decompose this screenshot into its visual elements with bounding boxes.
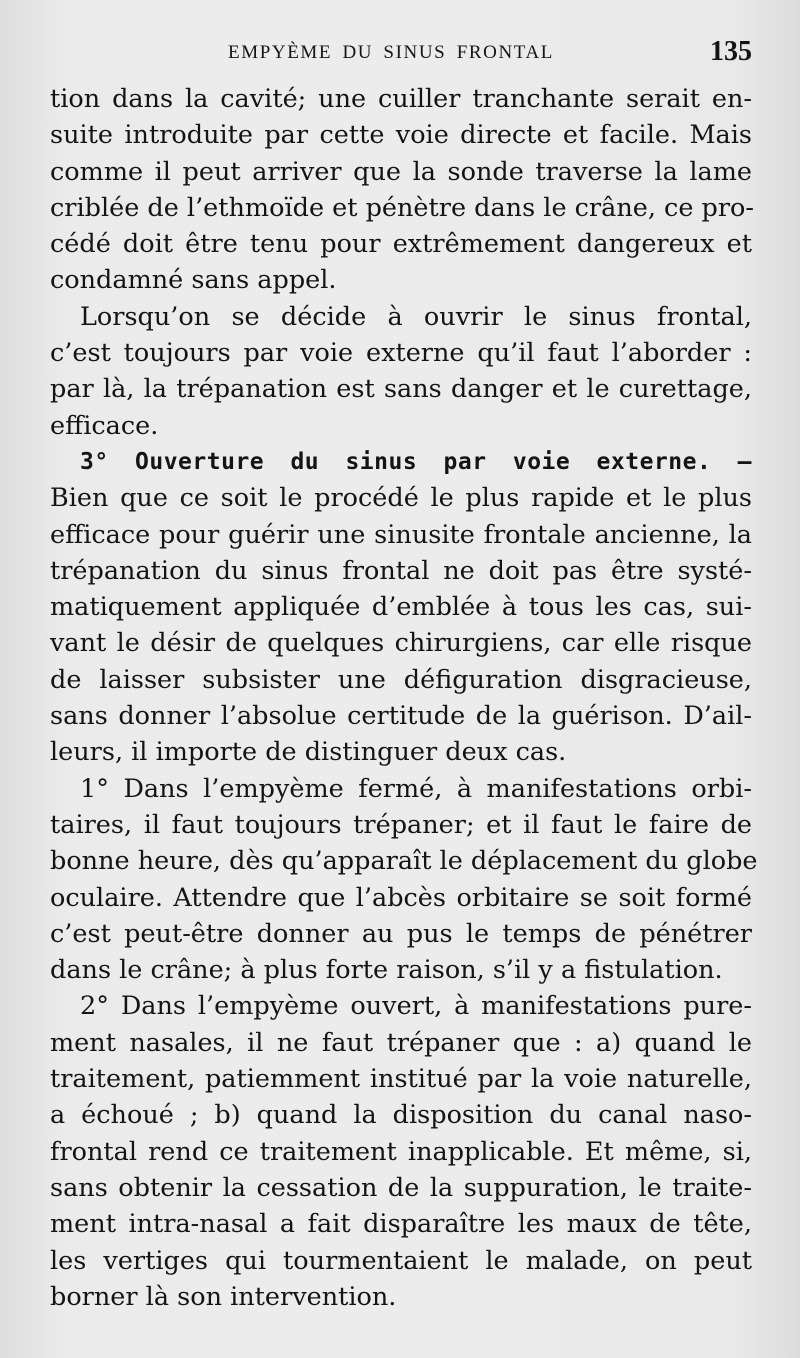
section-heading: 3° Ouverture du sinus par voie externe. — xyxy=(80,448,752,475)
text-line: traitement, patiemment institué par la voie naturelle, xyxy=(50,1064,752,1095)
text-line: a échoué ; b) quand la disposition du canal naso- xyxy=(50,1100,752,1131)
text-line: efficace. xyxy=(50,410,159,441)
text-line: suite introduite par cette voie directe et facile. Mais xyxy=(50,120,752,151)
text-line: Bien que ce soit le procédé le plus rapide et le plus xyxy=(50,483,752,514)
text-line: tion dans la cavité; une cuiller tranchante serait en- xyxy=(50,84,752,114)
text-line: c’est toujours par voie externe qu’il faut l’aborder : xyxy=(50,338,752,369)
text-line: matiquement appliquée d’emblée à tous les cas, sui- xyxy=(50,592,752,623)
text-line: condamné sans appel. xyxy=(50,265,337,296)
text-line: criblée de l’ethmoïde et pénètre dans le crâne, ce pro- xyxy=(50,192,755,223)
page-number: 135 xyxy=(710,36,752,67)
text-line: frontal rend ce traitement inapplicable. Et même, si, xyxy=(50,1136,752,1167)
text-line: de laisser subsister une défiguration disgracieuse, xyxy=(50,664,752,695)
text-line: taires, il faut toujours trépaner; et il faut le faire de xyxy=(50,809,752,840)
body-text xyxy=(50,81,758,1315)
text-line: ment nasales, il ne faut trépaner que : a) quand le xyxy=(50,1027,752,1058)
text-line: bonne heure, dès qu’apparaît le déplacement du globe xyxy=(50,846,758,877)
paragraph-first-line: Lorsqu’on se décide à ouvrir le sinus frontal, xyxy=(80,301,752,332)
paragraph-first-line: 1° Dans l’empyème fermé, à manifestations orbi- xyxy=(80,773,752,804)
text-line: borner là son intervention. xyxy=(50,1281,397,1312)
text-line: ment intra-nasal a fait disparaître les maux de tête, xyxy=(50,1209,752,1240)
text-line: c’est peut-être donner au pus le temps de pénétrer xyxy=(50,918,752,949)
text-line: vant le désir de quelques chirurgiens, car elle risque xyxy=(50,628,752,659)
text-line: sans obtenir la cessation de la suppuration, le traite- xyxy=(50,1172,752,1203)
paragraph-first-line: 2° Dans l’empyème ouvert, à manifestations pure- xyxy=(80,991,752,1022)
text-line: par là, la trépanation est sans danger et le curettage, xyxy=(50,374,752,405)
running-title: EMPYÈME DU SINUS FRONTAL xyxy=(228,42,554,63)
running-header xyxy=(0,38,800,68)
text-line: leurs, il importe de distinguer deux cas. xyxy=(50,737,567,768)
text-line: les vertiges qui tourmentaient le malade, on peut xyxy=(50,1245,752,1276)
text-line: efficace pour guérir une sinusite frontale ancienne, la xyxy=(50,519,752,550)
text-line: comme il peut arriver que la sonde traverse la lame xyxy=(50,156,752,187)
text-line: sans donner l’absolue certitude de la guérison. D’ail- xyxy=(50,701,752,732)
text-line: trépanation du sinus frontal ne doit pas être systé- xyxy=(50,555,752,586)
text-line: cédé doit être tenu pour extrêmement dangereux et xyxy=(50,229,752,260)
text-line: oculaire. Attendre que l’abcès orbitaire se soit formé xyxy=(50,882,752,913)
text-line: dans le crâne; à plus forte raison, s’il y a fistulation. xyxy=(50,955,723,986)
